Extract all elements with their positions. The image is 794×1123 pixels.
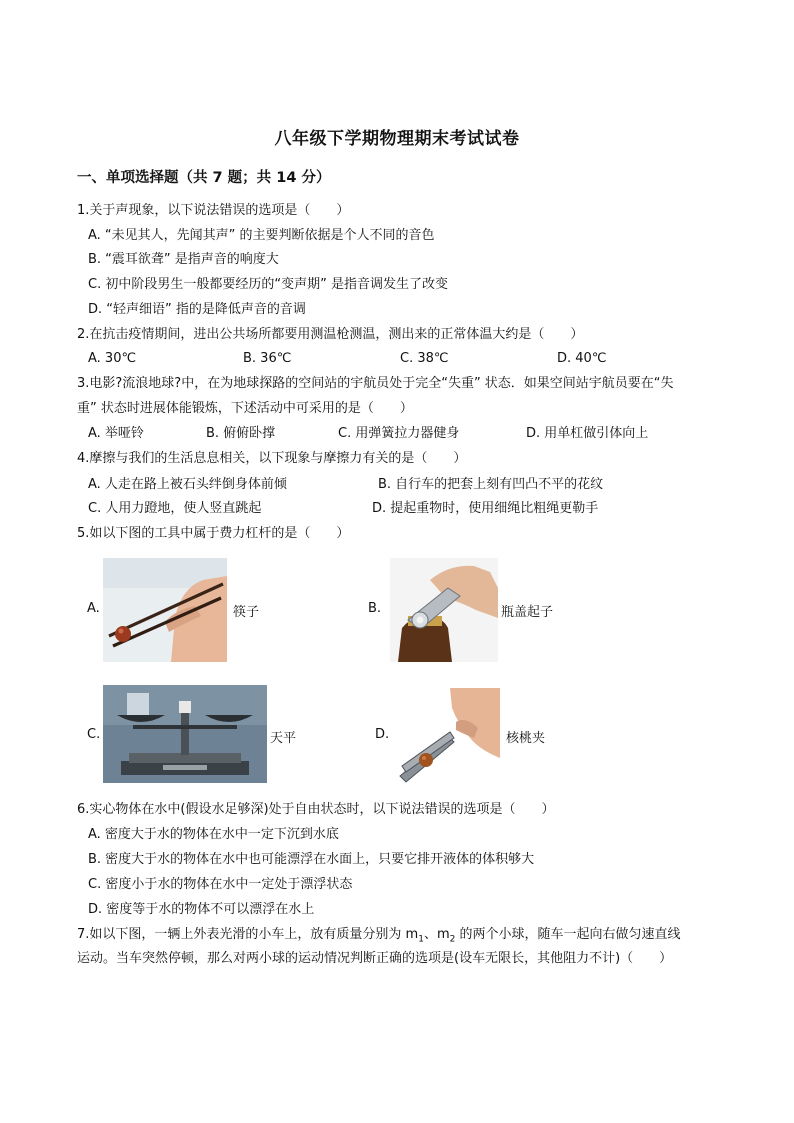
q2-option-a[interactable]: A. 30℃ (88, 351, 137, 366)
nutcracker-image[interactable] (396, 688, 500, 784)
q2-option-b[interactable]: B. 36℃ (243, 351, 292, 366)
q3-options-row (0, 426, 794, 442)
q3-stem-line2: 重” 状态时进展体能锻炼，下述活动中可采用的是（ ） (77, 401, 413, 416)
q2-stem: 2.在抗击疫情期间，进出公共场所都要用测温枪测温，测出来的正常体温大约是（ ） (77, 327, 584, 342)
q5-option-d-letter[interactable]: D. (375, 727, 390, 742)
q5-option-a-letter[interactable]: A. (87, 601, 100, 616)
q4-option-a[interactable]: A. 人走在路上被石头绊倒身体前倾 (88, 477, 287, 492)
q6-stem: 6.实心物体在水中(假设水足够深)处于自由状态时，以下说法错误的选项是（ ） (77, 802, 555, 817)
q4-option-d[interactable]: D. 提起重物时，使用细绳比粗绳更勒手 (372, 501, 599, 516)
q7-stem-line2: 运动。当车突然停顿，那么对两小球的运动情况判断正确的选项是(设车无限长，其他阻力不计)（ ） (77, 951, 673, 966)
q5-option-b-label: 瓶盖起子 (501, 605, 554, 620)
q5-option-c-label: 天平 (270, 731, 297, 746)
bottle-opener-image[interactable] (390, 558, 498, 662)
q1-option-b[interactable]: B. “震耳欲聋” 是指声音的响度大 (88, 252, 279, 267)
q2-option-c[interactable]: C. 38℃ (400, 351, 449, 366)
q4-option-b[interactable]: B. 自行车的把套上刻有凹凸不平的花纹 (378, 477, 604, 492)
q3-option-c[interactable]: C. 用弹簧拉力器健身 (338, 426, 460, 441)
q7-stem-line1: 7.如以下图，一辆上外表光滑的小车上，放有质量分别为 $m_1$、$m_2$ 的两个小球，随车一起向右做匀速直线 (77, 927, 681, 945)
q1-stem: 1.关于声现象，以下说法错误的选项是（ ） (77, 203, 350, 218)
page-title: 八年级下学期物理期末考试试卷 (274, 129, 520, 149)
chopsticks-image[interactable] (103, 558, 227, 662)
q4-options-row-1 (0, 477, 794, 493)
q4-option-c[interactable]: C. 人用力蹬地，使人竖直跳起 (88, 501, 262, 516)
q5-option-b-letter[interactable]: B. (368, 601, 382, 616)
q3-option-a[interactable]: A. 举哑铃 (88, 426, 144, 441)
q1-option-d[interactable]: D. “轻声细语” 指的是降低声音的音调 (88, 302, 306, 317)
q6-option-a[interactable]: A. 密度大于水的物体在水中一定下沉到水底 (88, 827, 339, 842)
q6-option-c[interactable]: C. 密度小于水的物体在水中一定处于漂浮状态 (88, 877, 353, 892)
q3-option-b[interactable]: B. 俯俯卧撑 (206, 426, 276, 441)
balance-image[interactable] (103, 685, 267, 783)
q3-option-d[interactable]: D. 用单杠做引体向上 (526, 426, 649, 441)
q5-option-c-letter[interactable]: C. (87, 727, 101, 742)
q5-option-a-label: 筷子 (233, 605, 260, 620)
q5-stem: 5.如以下图的工具中属于费力杠杆的是（ ） (77, 526, 350, 541)
q4-options-row-2 (0, 501, 794, 517)
q3-stem-line1: 3.电影?流浪地球?中，在为地球探路的空间站的宇航员处于完全“失重” 状态．如果空间站宇航员要在“失 (77, 376, 674, 391)
q6-option-d[interactable]: D. 密度等于水的物体不可以漂浮在水上 (88, 902, 315, 917)
q1-option-a[interactable]: A. “未见其人，先闻其声” 的主要判断依据是个人不同的音色 (88, 228, 435, 243)
q1-option-c[interactable]: C. 初中阶段男生一般都要经历的“变声期” 是指音调发生了改变 (88, 277, 448, 292)
q2-options-row (0, 351, 794, 367)
q2-option-d[interactable]: D. 40℃ (557, 351, 607, 366)
section-heading: 一、单项选择题（共 7 题；共 14 分） (77, 170, 331, 186)
q5-option-d-label: 核桃夹 (506, 731, 546, 746)
q4-stem: 4.摩擦与我们的生活息息相关，以下现象与摩擦力有关的是（ ） (77, 451, 467, 466)
q6-option-b[interactable]: B. 密度大于水的物体在水中也可能漂浮在水面上，只要它排开液体的体积够大 (88, 852, 535, 867)
